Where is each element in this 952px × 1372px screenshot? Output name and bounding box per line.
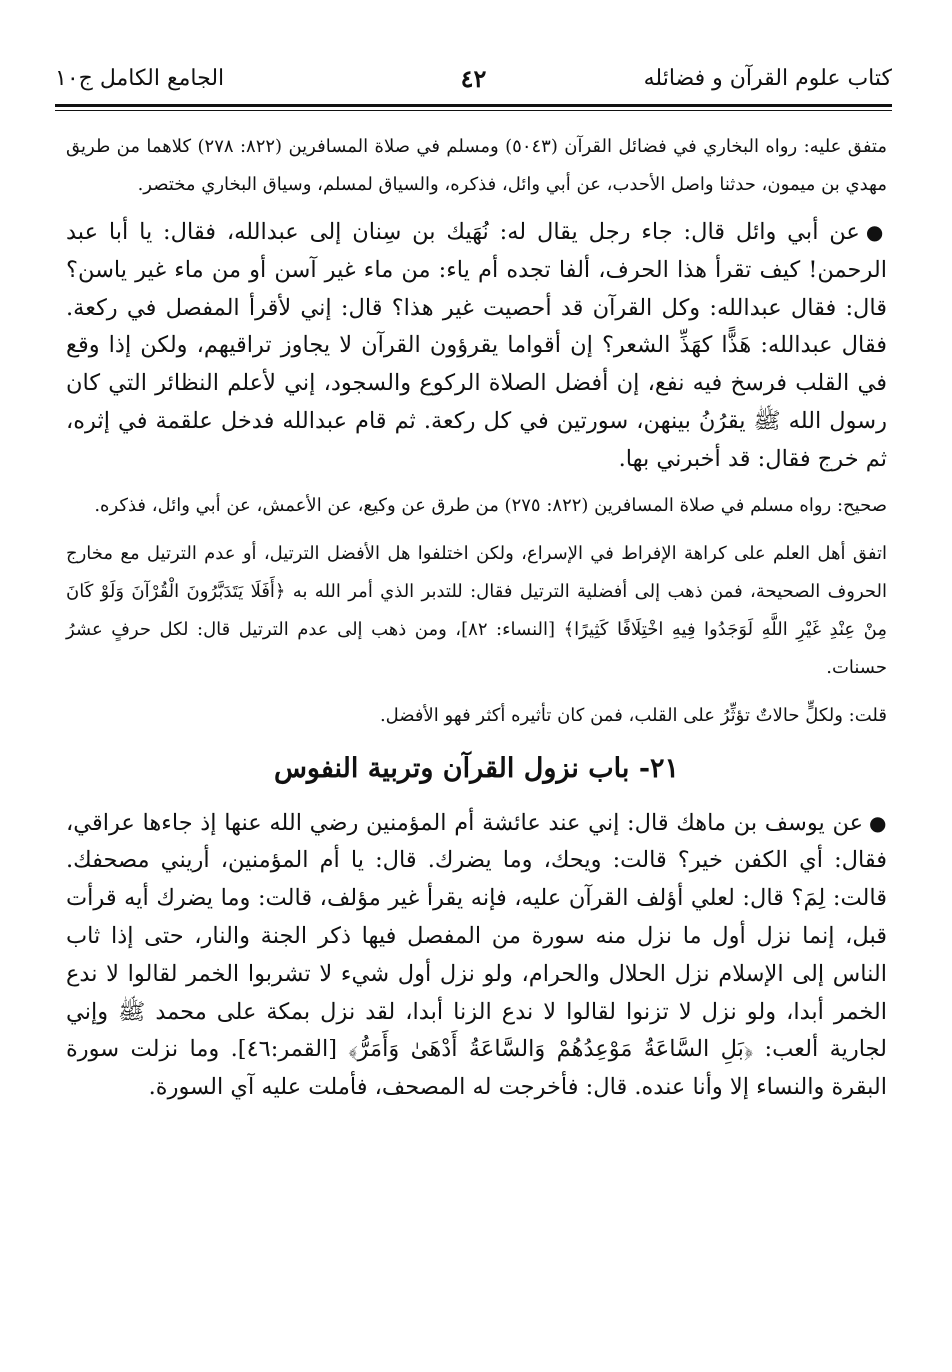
hadith-paragraph: [66, 805, 887, 1107]
takhrij-note: متفق عليه: رواه البخاري في فضائل القرآن (٥٠٤٣) ومسلم في صلاة المسافرين (٨٢٢: ٢٧٨) كلاهما من طريق مهدي بن ميمون، حدثنا واصل الأحدب، عن أبي وائل، فذكره، والسياق لمسلم، وسياق البخاري مختصر.: [66, 136, 887, 195]
hadith-text: عن أبي وائل قال: جاء رجل يقال له: نُهَيك بن سِنان إلى عبدالله، فقال: يا أبا عبد الرحمن! كيف تقرأ هذا الحرف، ألفا تجده أم ياء: من ماء غير آسن أو من ماء غير ياسن؟ قال: فقال عبدالله: وكل القرآن قد أحصيت غير هذا؟ قال: إني لأقرأ المفصل في ركعة. فقال عبدالله: هَذًّا كهَذِّ الشعر؟ إن أقواما يقرؤون القرآن لا يجاوز تراقيهم، ولكن إذا وقع في القلب فرسخ فيه نفع، إن أفضل الصلاة الركوع والسجود، إني لأعلم النظائر التي كان رسول الله ﷺ يقرُنُ بينهن، سورتين في كل ركعة. ثم قام عبدالله فدخل علقمة في إثره، ثم خرج فقال: قد أخبرني بها.: [66, 219, 887, 472]
header-rule: [55, 104, 892, 107]
bullet-icon: ●: [865, 220, 887, 244]
page-header: [55, 56, 892, 104]
takhrij-note: صحيح: رواه مسلم في صلاة المسافرين (٨٢٢: ٢٧٥) من طرق عن وكيع، عن الأعمش، عن أبي وائل، فذكره.: [94, 494, 887, 516]
commentary-note: اتفق أهل العلم على كراهة الإفراط في الإسراع، ولكن اختلفوا هل الأفضل الترتيل، أو عدم الترتيل مع مخارج الحروف الصحيحة، فمن ذهب إلى أفضلية الترتيل فقال: للتدبر الذي أمر الله به ﴿أَفَلَا يَتَدَبَّرُونَ الْقُرْآنَ وَلَوْ كَانَ مِنْ عِنْدِ غَيْرِ اللَّهِ لَوَجَدُوا فِيهِ اخْتِلَافًا كَثِيرًا﴾ [النساء: ٨٢]، ومن ذهب إلى عدم الترتيل قال: لكل حرفٍ عشرُ حسنات.: [66, 542, 887, 678]
hadith-text: عن يوسف بن ماهك قال: إني عند عائشة أم المؤمنين رضي الله عنها إذ جاءها عراقي، فقال: أي الكفن خير؟ قالت: ويحك، وما يضرك. قال: يا أم المؤمنين، أريني مصحفك. قالت: لِمَ؟ قال: لعلي أؤلف القرآن عليه، فإنه يقرأ غير مؤلف، قالت: وما يضرك أيه قرأت قبل، إنما نزل أول ما نزل منه سورة من المفصل فيها ذكر الجنة والنار، حتى إذا ثاب الناس إلى الإسلام نزل الحلال والحرام، ولو نزل أول شيء لا تشربوا الخمر لقالوا لا ندع الخمر أبدا، ولو نزل لا تزنوا لقالوا لا ندع الزنا أبدا، لقد نزل بمكة على محمد ﷺ وإني لجارية ألعب: ﴿بَلِ السَّاعَةُ مَوْعِدُهُمْ وَالسَّاعَةُ أَدْهَىٰ وَأَمَرُّ﴾ [القمر:٤٦]. وما نزلت سورة البقرة والنساء إلا وأنا عنده. قال: فأخرجت له المصحف، فأملت عليه آي السورة.: [66, 809, 887, 1101]
page-content: [66, 128, 887, 1115]
author-note: قلت: ولكلٍّ حالاتٌ تؤثِّرُ على القلب، فمن كان تأثيره أكثر فهو الأفضل.: [379, 704, 887, 726]
header-rule-thin: [55, 110, 892, 111]
book-title: كتاب علوم القرآن و فضائله: [643, 66, 892, 91]
page-number: ٤٢: [460, 64, 487, 93]
hadith-paragraph: [66, 214, 887, 479]
section-heading: ٢١- باب نزول القرآن وتربية النفوس: [273, 752, 680, 784]
bullet-icon: ●: [869, 810, 887, 835]
volume-title: الجامع الكامل ج١٠: [55, 66, 225, 91]
